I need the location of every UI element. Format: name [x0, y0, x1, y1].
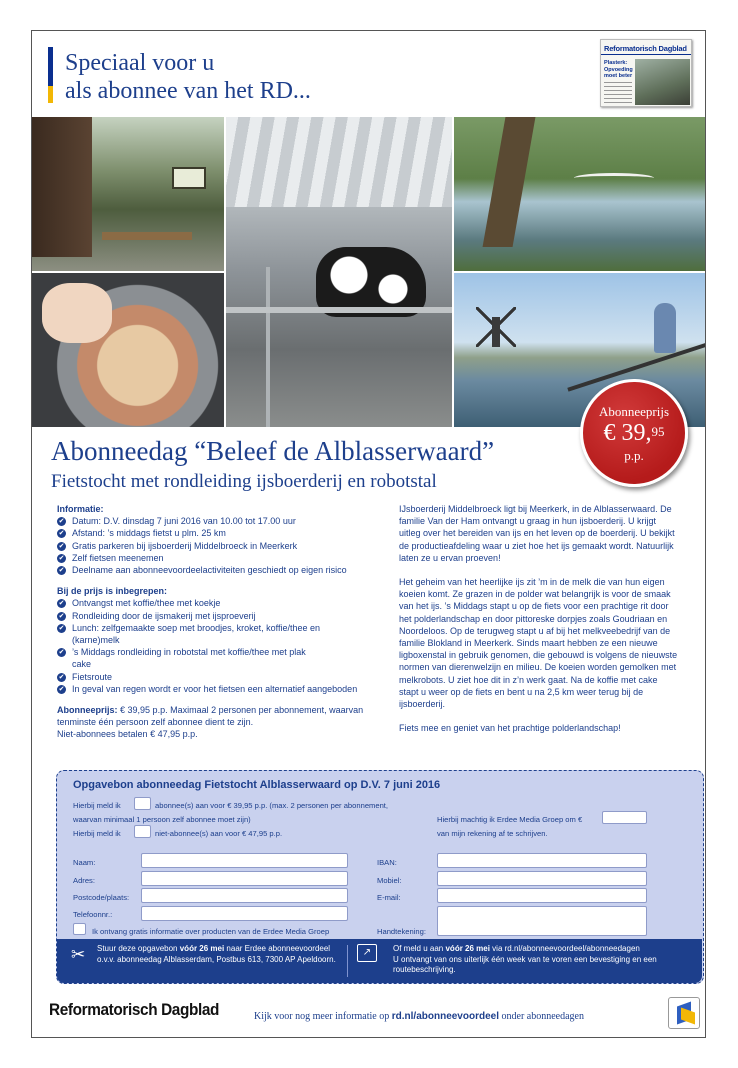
register-nonmembers-text: niet-abonnee(s) aan voor € 47,95 p.p. — [155, 829, 283, 838]
scissors-icon: ✂ — [71, 945, 86, 964]
info-list — [57, 515, 387, 576]
pricing-note — [57, 704, 387, 741]
list-item: ✔ ’s Middags rondleiding in robotstal met koffie/thee met plak cake — [58, 647, 306, 670]
check-icon: ✔ — [58, 624, 65, 632]
list-item: ✔ Fietsroute — [58, 671, 113, 682]
form-title: Opgavebon abonneedag Fietstocht Alblasserwaard op D.V. 7 juni 2016 — [73, 779, 441, 791]
mail-instructions: Stuur deze opgavebon vóór 26 mei naar Erdee abonneevoordeel o.v.v. abonneedag Alblasserdam, Postbus 613, 7300 AP Apeldoorn. — [97, 944, 336, 964]
mobile-field[interactable] — [437, 871, 647, 886]
page-title: Abonneedag “Beleef de Alblasserwaard” — [51, 436, 495, 466]
list-item: ✔ Deelname aan abonneevoordeelactiviteiten geschiedt op eigen risico — [58, 565, 347, 576]
price-badge-unit: p.p. — [624, 448, 644, 463]
check-icon: ✔ — [58, 518, 65, 526]
nonmember-count-input[interactable] — [134, 825, 151, 838]
info-column — [57, 503, 387, 741]
mandate-text: Hierbij machtig ik Erdee Media Groep om € — [437, 815, 583, 824]
header — [32, 31, 705, 115]
signature-label: Handtekening: — [377, 927, 426, 936]
check-icon: ✔ — [58, 612, 65, 620]
header-title — [65, 49, 311, 105]
page-subtitle: Fietstocht met rondleiding ijsboerderij en robotstal — [51, 471, 437, 492]
check-icon: ✔ — [58, 600, 65, 608]
check-icon: ✔ — [58, 542, 65, 550]
newspaper-text-lines — [604, 82, 632, 104]
info-heading: Informatie: — [57, 504, 104, 514]
name-field[interactable] — [141, 853, 348, 868]
price-badge — [580, 379, 688, 487]
check-icon: ✔ — [58, 530, 65, 538]
advertisement-page — [31, 30, 706, 1038]
rd-logo: Reformatorisch Dagblad — [49, 1001, 220, 1019]
price-badge-label: Abonneeprijs — [598, 404, 670, 419]
check-icon: ✔ — [58, 685, 65, 693]
check-icon: ✔ — [58, 649, 65, 657]
register-members-text: abonnee(s) aan voor € 39,95 p.p. (max. 2 personen per abonnement, — [155, 801, 389, 810]
member-count-input[interactable] — [134, 797, 151, 810]
postcode-label: Postcode/plaats: — [73, 893, 130, 902]
register-members-note: waarvan minimaal 1 persoon zelf abonnee moet zijn) — [73, 815, 251, 824]
pricing-non-member: Niet-abonnees betalen € 47,95 p.p. — [57, 729, 198, 740]
list-item: ✔ Zelf fietsen meenemen — [58, 552, 164, 563]
signature-field[interactable] — [437, 906, 647, 936]
address-field[interactable] — [141, 871, 348, 886]
email-field[interactable] — [437, 888, 647, 903]
description-paragraph: IJsboerderij Middelbroeck ligt bij Meerkerk, in de Alblasserwaard. De familie Van der Ham ontvangt u graag in hun ijsboerderij. U krijgt uitleg over het bereiden van ijs en het leven op de boerderij. U bekijkt de productieafdeling waar u ziet hoe het ijs gemaakt wordt. Natuurlijk laten ze u ervan proeven! — [399, 504, 675, 563]
price-badge-amount: € 39,95 — [603, 420, 665, 446]
description-paragraph: Het geheim van het heerlijke ijs zit ’m in de melk die van hun eigen koeien komt. Ze grazen in de polder wat belangrijk is voor de smaak van het ijs. ’s Middags stapt u op de fiets voor een prachtige rit door het polderlandschap en door pittoreske dorpjes zoals Goudriaan en Noordeloos. Op de terugweg stapt u af bij het melkveebedrijf van de familie Blokland in Meerkerk. Sinds maart hebben ze een nieuwe ligboxenstal in gebruik genomen, die gebouwd is volgens de nieuwste normen van dierenwelzijn en milieu. De koeien worden gemolken met melkrobots. U ziet hoe dit in z’n werk gaat. Na de koffie met cake stapt u weer op de fiets en bent u na 2,5 km weer terug bij de ijsboerderij. — [399, 577, 678, 710]
computer-icon: ↗ — [357, 944, 377, 962]
list-item: ✔ In geval van regen wordt er voor het fietsen een alternatief aangeboden — [58, 683, 358, 694]
email-label: E-mail: — [377, 893, 401, 902]
check-icon: ✔ — [58, 554, 65, 562]
photo-ice-cream-making — [32, 273, 224, 427]
online-instructions: Of meld u aan vóór 26 mei via rd.nl/abonneevoordeel/abonneedagen U ontvangt van ons uiterlijk één week van te voren een bevestiging en een routebeschrijving. — [393, 944, 657, 974]
check-icon: ✔ — [58, 673, 65, 681]
phone-label: Telefoonnr.: — [73, 910, 113, 919]
header-title-line1: Speciaal voor u — [65, 50, 215, 76]
footer-text: Kijk voor nog meer informatie op rd.nl/abonneevoordeel onder abonneedagen — [254, 1011, 584, 1022]
newspaper-photo — [635, 59, 690, 105]
photo-farm-terrace — [32, 117, 224, 271]
included-heading: Bij de prijs is inbegrepen: — [57, 586, 168, 597]
newspaper-masthead: Reformatorisch Dagblad — [601, 40, 691, 55]
included-list — [57, 597, 387, 695]
check-icon: ✔ — [58, 567, 65, 575]
address-label: Adres: — [73, 876, 95, 885]
register-members-label: Hierbij meld ik — [73, 801, 121, 810]
pricing-label: Abonneeprijs: — [57, 705, 118, 716]
erdee-logo-icon — [668, 997, 700, 1029]
accent-bar — [48, 47, 53, 103]
list-item: ✔ Lunch: zelfgemaakte soep met broodjes, kroket, koffie/thee en (karne)melk — [58, 622, 320, 646]
iban-label: IBAN: — [377, 858, 397, 867]
list-item: ✔ Ontvangst met koffie/thee met koekje — [58, 598, 221, 609]
divider — [347, 945, 348, 977]
description-paragraph: Fiets mee en geniet van het prachtige polderlandschap! — [399, 723, 621, 734]
list-item: ✔ Rondleiding door de ijsmakerij met ijsproeverij — [58, 610, 256, 621]
description-column — [399, 503, 679, 746]
form-instructions-bar — [57, 939, 702, 983]
photo-collage — [32, 117, 705, 427]
photo-robot-barn-cow — [226, 117, 452, 427]
mandate-amount-input[interactable] — [602, 811, 647, 824]
header-title-line2: als abonnee van het RD... — [65, 78, 311, 104]
registration-form — [56, 770, 704, 984]
newspaper-thumbnail — [600, 39, 692, 107]
footer-link[interactable]: rd.nl/abonneevoordeel — [391, 1011, 499, 1022]
photo-canal-bridge — [454, 117, 705, 271]
iban-field[interactable] — [437, 853, 647, 868]
optin-checkbox[interactable] — [73, 923, 86, 935]
list-item: ✔ Afstand: ’s middags fietst u plm. 25 km — [58, 528, 226, 539]
pricing-text: € 39,95 p.p. Maximaal 2 personen per abonnement, waarvan tenminste één persoon zelf abonnee dient te zijn. — [57, 705, 364, 728]
optin-label: Ik ontvang gratis informatie over producten van de Erdee Media Groep — [92, 927, 330, 936]
mandate-text-2: van mijn rekening af te schrijven. — [437, 829, 548, 838]
register-nonmembers-label: Hierbij meld ik — [73, 829, 121, 838]
list-item: ✔ Gratis parkeren bij ijsboerderij Middelbroeck in Meerkerk — [58, 540, 298, 551]
name-label: Naam: — [73, 858, 96, 867]
postcode-field[interactable] — [141, 888, 348, 903]
phone-field[interactable] — [141, 906, 348, 921]
list-item: ✔ Datum: D.V. dinsdag 7 juni 2016 van 10.00 tot 17.00 uur — [58, 516, 296, 527]
mobile-label: Mobiel: — [377, 876, 402, 885]
newspaper-headline: Plasterk: Opvoeding moet beter — [604, 60, 633, 79]
